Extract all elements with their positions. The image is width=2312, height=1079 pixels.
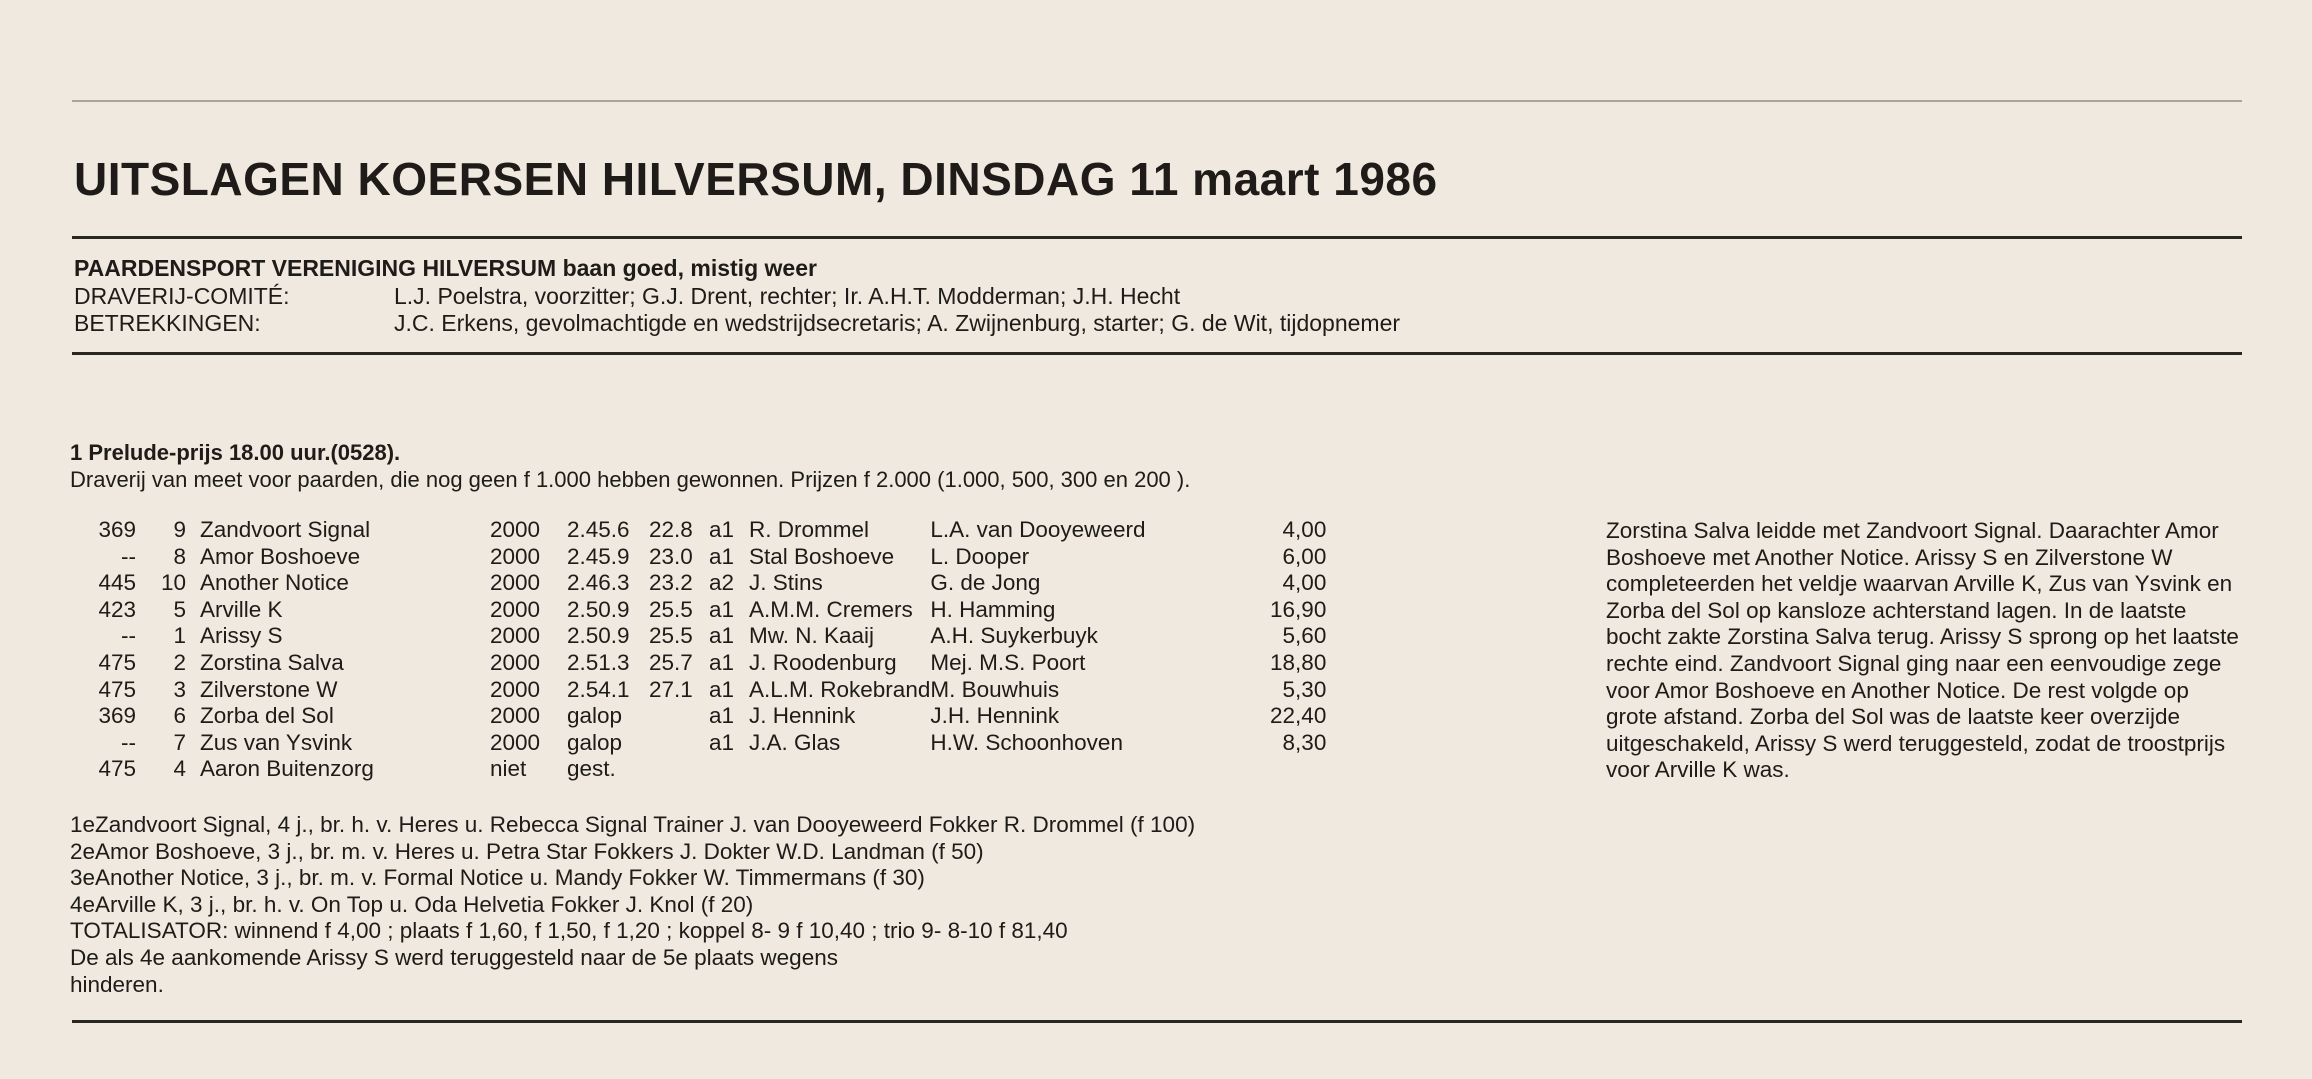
cell-win: 5,60 [1282, 623, 1327, 649]
cell-km: 25.7 [649, 649, 693, 675]
detail-line: De als 4e aankomende Arissy S werd teruggesteld naar de 5e plaats wegens [70, 944, 838, 970]
cell-km: 25.5 [649, 623, 693, 649]
cell-dist: 2000 [490, 703, 541, 729]
cell-num: 8 [173, 543, 186, 569]
table-row [70, 650, 1326, 677]
cell-prev: 475 [98, 649, 136, 675]
cell-num: 9 [173, 517, 186, 542]
table-row [70, 544, 1326, 571]
table-row [70, 756, 1326, 783]
cell-km: 23.2 [649, 570, 693, 596]
cell-driver: A.M.M. Cremers [749, 596, 913, 622]
cell-cls: a1 [709, 703, 735, 729]
table-row [70, 597, 1326, 624]
cell-owner: Mej. M.S. Poort [930, 649, 1086, 675]
cell-owner: A.H. Suykerbuyk [930, 623, 1098, 649]
cell-driver: J. Hennink [749, 703, 856, 729]
cell-km [649, 730, 709, 757]
cell-prev: -- [121, 623, 136, 649]
cell-dist: 2000 [490, 543, 541, 569]
cell-num: 1 [173, 623, 186, 649]
table-row [70, 570, 1326, 597]
cell-prev: 445 [98, 570, 136, 596]
cell-num: 4 [173, 756, 186, 782]
cell-cls: a2 [709, 570, 735, 596]
cell-horse: Amor Boshoeve [200, 543, 361, 569]
table-row [70, 730, 1326, 757]
page-title: UITSLAGEN KOERSEN HILVERSUM, DINSDAG 11 maart 1986 [74, 153, 1438, 205]
cell-driver: J. Stins [749, 570, 823, 596]
table-row [70, 517, 1326, 544]
cell-owner [930, 756, 1230, 783]
cell-dist: 2000 [490, 729, 541, 755]
cell-driver: Stal Boshoeve [749, 543, 895, 569]
cell-dist: 2000 [490, 596, 541, 622]
cell-dist: 2000 [490, 517, 541, 542]
cell-num: 10 [160, 570, 186, 596]
cell-time: 2.45.9 [567, 543, 630, 569]
cell-dist: 2000 [490, 649, 541, 675]
cell-cls: a1 [709, 596, 735, 622]
track-conditions: baan goed, mistig weer [562, 255, 817, 281]
table-row [70, 623, 1326, 650]
cell-dist: 2000 [490, 676, 541, 702]
page-top-rule [72, 100, 2242, 102]
cell-horse: Another Notice [200, 570, 349, 596]
cell-owner: L. Dooper [930, 543, 1030, 569]
cell-driver: R. Drommel [749, 517, 870, 542]
cell-time: gest. [567, 756, 616, 782]
cell-km: 22.8 [649, 517, 693, 542]
title-rule [72, 236, 2242, 239]
cell-num: 3 [173, 676, 186, 702]
officials-label: BETREKKINGEN: [74, 310, 261, 336]
cell-prev: -- [121, 543, 136, 569]
race-header: 1 Prelude-prijs 18.00 uur.(0528). [70, 440, 401, 465]
cell-time: 2.50.9 [567, 623, 630, 649]
cell-driver: Mw. N. Kaaij [749, 623, 875, 649]
cell-horse: Zorstina Salva [200, 649, 344, 675]
cell-time: 2.50.9 [567, 596, 630, 622]
cell-win: 8,30 [1282, 729, 1327, 755]
table-row [70, 677, 1326, 704]
committee-row [74, 283, 1180, 310]
cell-time: galop [567, 729, 623, 755]
cell-cls: a1 [709, 543, 735, 569]
cell-cls: a1 [709, 729, 735, 755]
cell-prev: 369 [98, 517, 136, 542]
cell-horse: Arville K [200, 596, 283, 622]
race-description: Draverij van meet voor paarden, die nog geen f 1.000 hebben gewonnen. Prijzen f 2.000 (1.000, 500, 300 en 200 ). [70, 467, 1191, 492]
cell-num: 6 [173, 703, 186, 729]
footer-rule [72, 1020, 2242, 1023]
cell-time: galop [567, 703, 623, 729]
cell-owner: H. Hamming [930, 596, 1056, 622]
cell-prev: 369 [98, 703, 136, 729]
cell-time: 2.46.3 [567, 570, 630, 596]
committee-members: L.J. Poelstra, voorzitter; G.J. Drent, rechter; Ir. A.H.T. Modderman; J.H. Hecht [394, 283, 1181, 309]
race-commentary: Zorstina Salva leidde met Zandvoort Signal. Daarachter Amor Boshoeve met Another Notice. Arissy S en Zilverstone W completeerden het veldje waarvan Arville K, Zus van Ysvink en Zorba del Sol op kansloze achterstand lagen. In de laatste bocht zakte Zorstina Salva terug. Arissy S sprong op het laatste rechte eind. Zandvoort Signal ging naar een eenvoudige zege voor Amor Boshoeve en Another Notice. De rest volgde op grote afstand. Zorba del Sol was de laatste keer overzijde uitgeschakeld, Arissy S werd teruggesteld, zodat de troostprijs voor Arville K was. [1606, 518, 2239, 783]
cell-cls: a1 [709, 676, 735, 702]
cell-cls: a1 [709, 649, 735, 675]
cell-prev: 475 [98, 756, 136, 782]
cell-driver [749, 756, 930, 783]
cell-owner: M. Bouwhuis [930, 676, 1060, 702]
cell-owner: J.H. Hennink [930, 703, 1060, 729]
cell-win: 18,80 [1270, 649, 1327, 675]
cell-win [1230, 756, 1326, 783]
cell-win: 4,00 [1282, 517, 1327, 542]
cell-win: 6,00 [1282, 543, 1327, 569]
detail-line: 3eAnother Notice, 3 j., br. m. v. Formal Notice u. Mandy Fokker W. Timmermans (f 30) [70, 865, 925, 891]
cell-driver: A.L.M. Rokebrand [749, 676, 931, 702]
cell-driver: J.A. Glas [749, 729, 841, 755]
cell-km: 23.0 [649, 543, 693, 569]
cell-cls [709, 756, 749, 783]
cell-horse: Zus van Ysvink [200, 729, 353, 755]
cell-horse: Zorba del Sol [200, 703, 334, 729]
table-row [70, 703, 1326, 730]
cell-owner: G. de Jong [930, 570, 1041, 596]
cell-time: 2.51.3 [567, 649, 630, 675]
cell-prev: -- [121, 729, 136, 755]
committee-label: DRAVERIJ-COMITÉ: [74, 283, 290, 309]
cell-horse: Zilverstone W [200, 676, 338, 702]
officials-row [74, 310, 1400, 337]
cell-num: 5 [173, 596, 186, 622]
cell-time: 2.54.1 [567, 676, 630, 702]
cell-num: 2 [173, 649, 186, 675]
cell-km: 25.5 [649, 596, 693, 622]
race-details [70, 812, 1195, 998]
detail-line: 1eZandvoort Signal, 4 j., br. h. v. Heres u. Rebecca Signal Trainer J. van Dooyeweerd Fokker R. Drommel (f 100) [70, 812, 1196, 837]
cell-win: 22,40 [1270, 703, 1327, 729]
detail-line: 4eArville K, 3 j., br. h. v. On Top u. Oda Helvetia Fokker J. Knol (f 20) [70, 891, 754, 917]
organization-name: PAARDENSPORT VERENIGING HILVERSUM [74, 255, 557, 281]
organization-line [74, 255, 817, 282]
cell-owner: L.A. van Dooyeweerd [930, 517, 1146, 542]
detail-line: hinderen. [70, 971, 164, 997]
results-table [70, 517, 1326, 783]
cell-km [649, 703, 709, 730]
cell-win: 16,90 [1270, 596, 1327, 622]
cell-time: 2.45.6 [567, 517, 630, 542]
cell-num: 7 [173, 729, 186, 755]
cell-driver: J. Roodenburg [749, 649, 897, 675]
cell-win: 4,00 [1282, 570, 1327, 596]
cell-dist: 2000 [490, 623, 541, 649]
cell-dist: 2000 [490, 570, 541, 596]
detail-line: TOTALISATOR: winnend f 4,00 ; plaats f 1,60, f 1,50, f 1,20 ; koppel 8- 9 f 10,40 ; trio 9- 8-10 f 81,40 [70, 918, 1068, 944]
officials-members: J.C. Erkens, gevolmachtigde en wedstrijdsecretaris; A. Zwijnenburg, starter; G. de Wit, tijdopnemer [394, 310, 1401, 336]
cell-cls: a1 [709, 517, 735, 542]
cell-horse: Arissy S [200, 623, 283, 649]
cell-km: 27.1 [649, 676, 693, 702]
cell-horse: Zandvoort Signal [200, 517, 371, 542]
header-rule [72, 352, 2242, 355]
detail-line: 2eAmor Boshoeve, 3 j., br. m. v. Heres u. Petra Star Fokkers J. Dokter W.D. Landman (f 50) [70, 838, 984, 864]
cell-dist: niet [490, 756, 527, 782]
cell-owner: H.W. Schoonhoven [930, 729, 1123, 755]
cell-km [649, 756, 709, 783]
cell-prev: 475 [98, 676, 136, 702]
cell-win: 5,30 [1282, 676, 1327, 702]
cell-cls: a1 [709, 623, 735, 649]
cell-prev: 423 [98, 596, 136, 622]
cell-horse: Aaron Buitenzorg [200, 756, 374, 782]
